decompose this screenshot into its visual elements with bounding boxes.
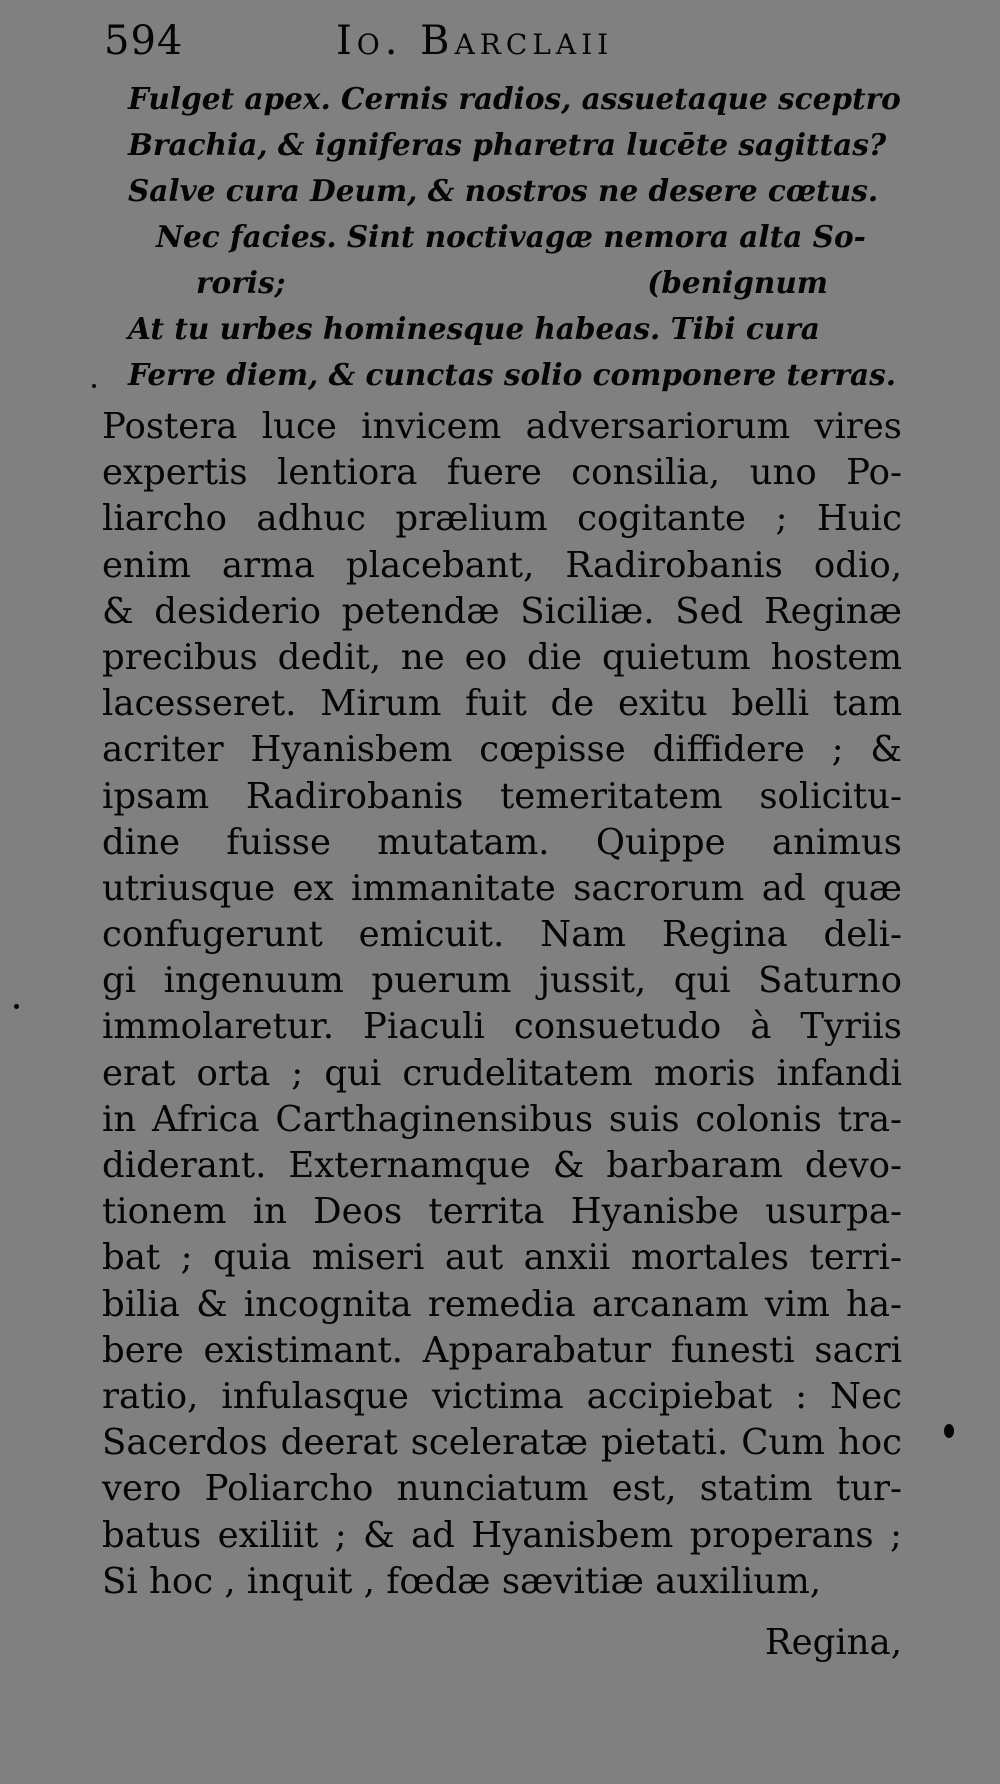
- verse-line: Nec facies. Sint noctivagæ nemora alta So-: [156, 219, 866, 254]
- text-line: confugerunt emicuit. Nam Regina deli-: [102, 914, 902, 956]
- verse-line: Salve cura Deum, & nostros ne desere cœtus.: [128, 173, 879, 208]
- verse-line: Fulget apex. Cernis radios, assuetaque sceptro: [128, 81, 901, 116]
- verse-line: Ferre diem, & cunctas solio componere terras.: [128, 357, 896, 392]
- text-line: Sacerdos deerat sceleratæ pietati. Cum hoc: [102, 1422, 902, 1464]
- verse-line-catch: (benignum: [647, 265, 828, 300]
- ink-speck: [944, 1424, 954, 1438]
- text-line: bere existimant. Apparabatur funesti sacri: [102, 1329, 902, 1371]
- text-line: in Africa Carthaginensibus suis colonis tra-: [102, 1098, 902, 1140]
- text-line: utriusque ex immanitate sacrorum ad quæ: [102, 867, 902, 909]
- verse-line-turnover: roris;: [196, 265, 286, 300]
- text-line: bilia & incognita remedia arcanam vim ha-: [102, 1283, 902, 1325]
- text-line: batus exiliit ; & ad Hyanisbem properans ;: [102, 1514, 902, 1556]
- verse-line: At tu urbes hominesque habeas. Tibi cura: [128, 311, 820, 346]
- verse-line-split: [128, 260, 828, 306]
- text-line: diderant. Externamque & barbaram devo-: [102, 1145, 902, 1186]
- verse-block: [128, 76, 901, 398]
- page-header: [104, 18, 904, 78]
- text-line: acriter Hyanisbem cœpisse diffidere ; &: [102, 729, 902, 771]
- text-line: tionem in Deos territa Hyanisbe usurpa-: [102, 1191, 902, 1233]
- text-line: enim arma placebant, Radirobanis odio,: [102, 544, 902, 586]
- verse-line: Brachia, & igniferas pharetra lucēte sagittas?: [128, 127, 887, 162]
- text-line: ipsam Radirobanis temeritatem solicitu-: [102, 775, 902, 817]
- page-number: 594: [104, 18, 184, 64]
- text-line: & desiderio petendæ Siciliæ. Sed Reginæ: [102, 590, 902, 632]
- text-line: gi ingenuum puerum jussit, qui Saturno: [102, 960, 902, 1002]
- text-line: ratio, infulasque victima accipiebat : Nec: [102, 1375, 902, 1417]
- ink-speck: [92, 384, 96, 388]
- text-line: erat orta ; qui crudelitatem moris infandi: [102, 1052, 902, 1094]
- text-line: Postera luce invicem adversariorum vires: [102, 406, 902, 447]
- running-head: Io. Barclaii: [336, 18, 614, 64]
- text-line: immolaretur. Piaculi consuetudo à Tyriis: [102, 1006, 902, 1048]
- prose-block: [102, 404, 902, 1605]
- text-line: expertis lentiora fuere consilia, uno Po-: [102, 452, 902, 494]
- text-line: precibus dedit, ne eo die quietum hostem: [102, 636, 902, 678]
- catchword: Regina,: [764, 1622, 902, 1663]
- ink-speck: [14, 1004, 19, 1009]
- text-line: bat ; quia miseri aut anxii mortales terri-: [102, 1237, 902, 1279]
- text-line: liarcho adhuc prælium cogitante ; Huic: [102, 498, 902, 540]
- text-line: dine fuisse mutatam. Quippe animus: [102, 821, 902, 863]
- text-line: lacesseret. Mirum fuit de exitu belli tam: [102, 683, 902, 725]
- text-line: Si hoc , inquit , fœdæ sævitiæ auxilium,: [102, 1560, 822, 1602]
- text-line: vero Poliarcho nunciatum est, statim tur-: [102, 1468, 902, 1510]
